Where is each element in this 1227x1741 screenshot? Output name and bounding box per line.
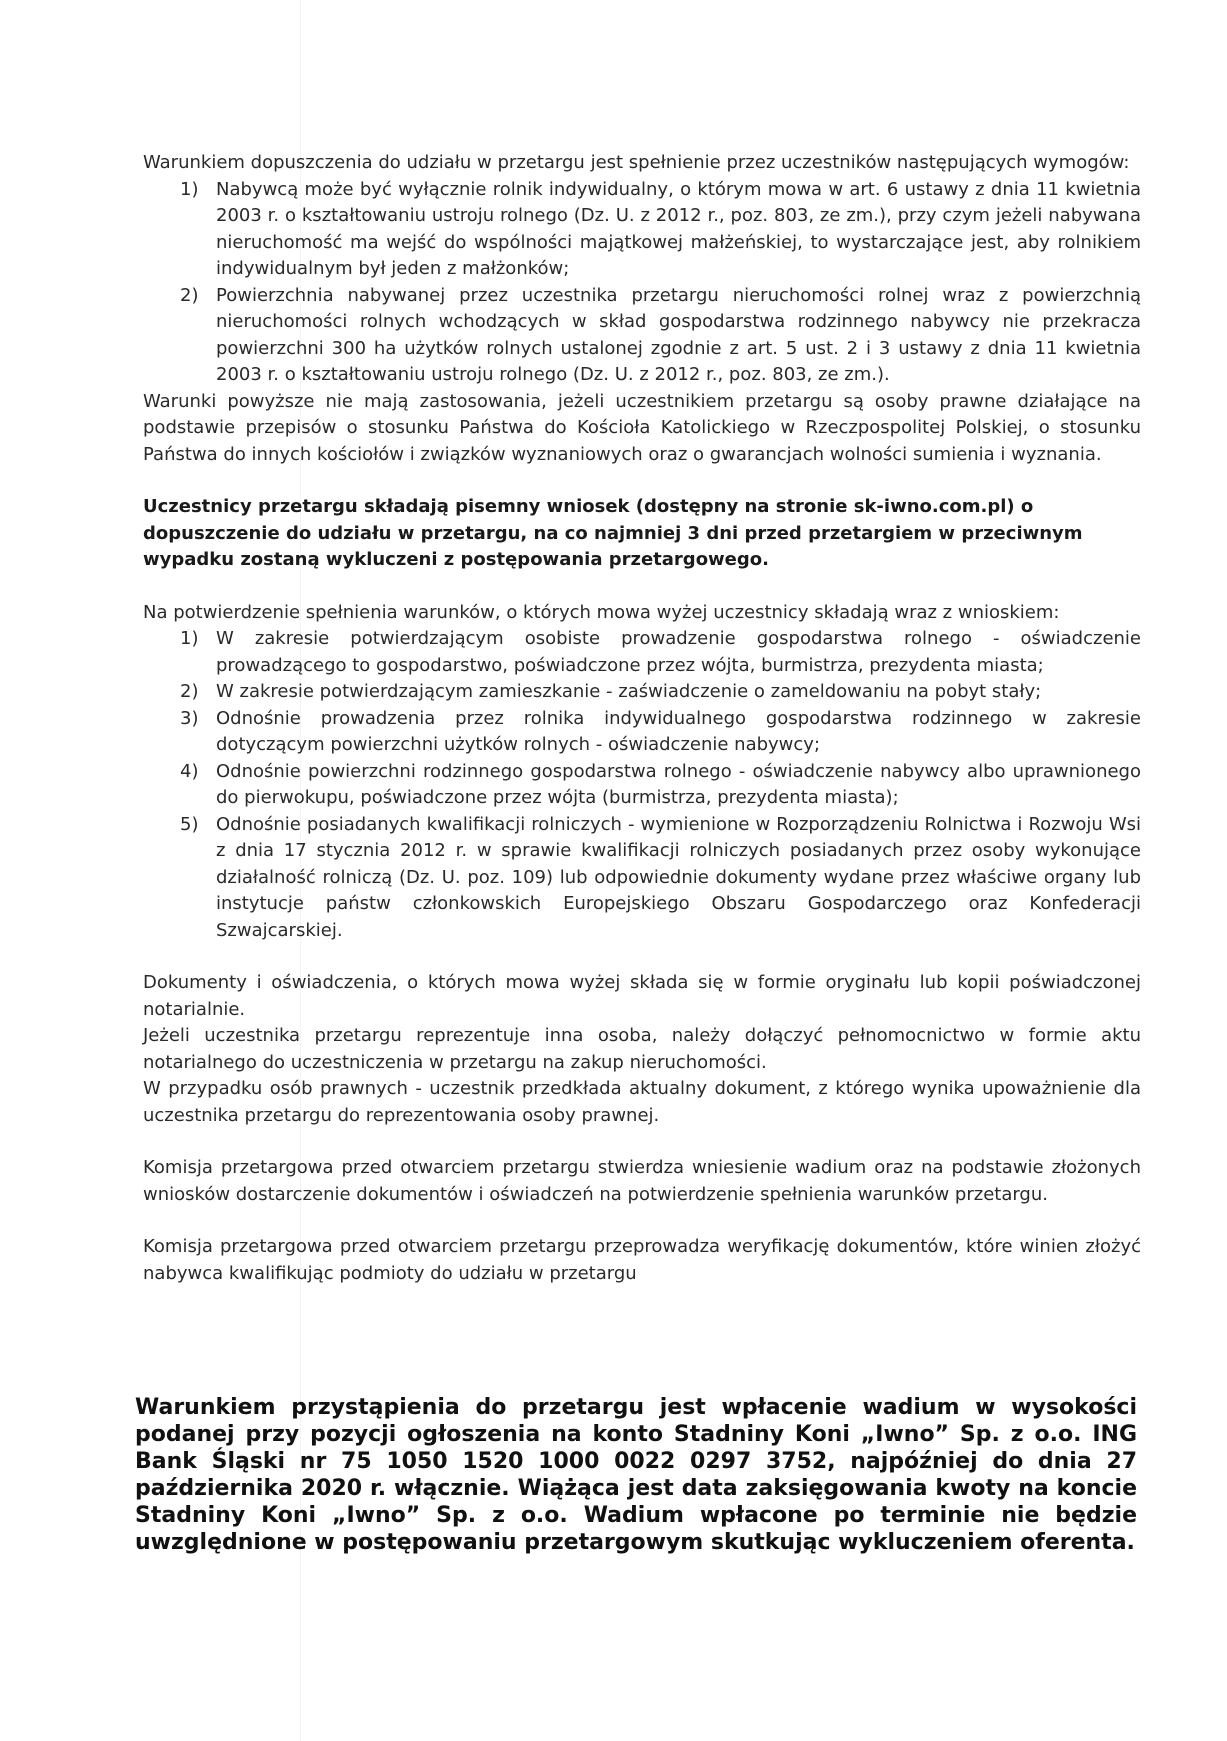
- commission-paragraph-1: Komisja przetargowa przed otwarciem przetargu stwierdza wniesienie wadium oraz na podstawie złożonych wniosków dostarczenie dokumentów i oświadczeń na potwierdzenie spełnienia warunków przetargu.: [143, 1157, 1141, 1205]
- application-notice: Uczestnicy przetargu składają pisemny wniosek (dostępny na stronie sk-iwno.com.pl) o dopuszczenie do udziału w przetargu, na co najmniej 3 dni przed przetargiem w przeciwnym wypadku zostaną wykluczeni z postępowania przetargowego.: [143, 496, 1083, 570]
- list-number: 4): [180, 760, 199, 782]
- list-item-text: W zakresie potwierdzającym zamieszkanie - zaświadczenie o zameldowaniu na pobyt stały;: [216, 681, 1042, 702]
- commission-paragraph-2: Komisja przetargowa przed otwarciem przetargu przeprowadza weryfikację dokumentów, które winien złożyć nabywca kwalifikując podmioty do udziału w przetargu: [143, 1236, 1141, 1284]
- document-item: [143, 679, 1141, 706]
- list-number: 2): [180, 681, 199, 702]
- list-number: 2): [180, 284, 199, 306]
- legal-persons-paragraph: W przypadku osób prawnych - uczestnik przedkłada aktualny dokument, z którego wynika upoważnienie dla uczestnika przetargu do reprezentowania osoby prawnej.: [143, 1078, 1141, 1126]
- document-item: [143, 706, 1141, 759]
- documents-intro: Na potwierdzenie spełnienia warunków, o których mowa wyżej uczestnicy składają wraz z wnioskiem:: [143, 601, 1060, 623]
- documents-form-paragraph: Dokumenty i oświadczenia, o których mowa wyżej składa się w formie oryginału lub kopii poświadczonej notarialnie.: [143, 972, 1141, 1020]
- requirement-item: [143, 283, 1141, 389]
- list-number: 1): [180, 628, 199, 649]
- list-number: 3): [180, 707, 199, 729]
- document-item: [143, 812, 1141, 945]
- representation-paragraph: Jeżeli uczestnika przetargu reprezentuje inna osoba, należy dołączyć pełnomocnictwo w formie aktu notarialnego do uczestniczenia w przetargu na zakup nieruchomości.: [143, 1025, 1141, 1073]
- list-item-text: Odnośnie powierzchni rodzinnego gospodarstwa rolnego - oświadczenie nabywcy albo uprawnionego do pierwokupu, poświadczone przez wójta (burmistrza, prezydenta miasta);: [216, 760, 1141, 808]
- document-item: [143, 626, 1141, 679]
- list-number: 1): [180, 178, 199, 200]
- documents-list: [143, 626, 1141, 944]
- requirement-item: [143, 177, 1141, 283]
- exception-paragraph: Warunki powyższe nie mają zastosowania, jeżeli uczestnikiem przetargu są osoby prawne działające na podstawie przepisów o stosunku Państwa do Kościoła Katolickiego w Rzeczpospolitej Polskiej, o stosunku Państwa do innych kościołów i związków wyznaniowych oraz o gwarancjach wolności sumienia i wyznania.: [143, 390, 1141, 465]
- intro-paragraph: Warunkiem dopuszczenia do udziału w przetargu jest spełnienie przez uczestników następujących wymogów:: [143, 152, 1130, 173]
- list-item-text: Odnośnie prowadzenia przez rolnika indywidualnego gospodarstwa rodzinnego w zakresie dotyczącym powierzchni użytków rolnych - oświadczenie nabywcy;: [216, 707, 1141, 755]
- requirements-list: [143, 177, 1141, 389]
- list-item-text: Powierzchnia nabywanej przez uczestnika przetargu nieruchomości rolnej wraz z powierzchnią nieruchomości rolnych wchodzących w skład gospodarstwa rodzinnego nabywcy nie przekracza powierzchni 300 ha użytków rolnych ustalonej zgodnie z art. 5 ust. 2 i 3 ustawy z dnia 11 kwietnia 2003 r. o kształtowaniu ustroju rolnego (Dz. U. z 2012 r., poz. 803, ze zm.).: [216, 284, 1141, 385]
- list-item-text: W zakresie potwierdzającym osobiste prowadzenie gospodarstwa rolnego - oświadczenie prowadzącego to gospodarstwo, poświadczone przez wójta, burmistrza, prezydenta miasta;: [216, 628, 1141, 676]
- list-item-text: Odnośnie posiadanych kwalifikacji rolniczych - wymienione w Rozporządzeniu Rolnictwa i Rozwoju Wsi z dnia 17 stycznia 2012 r. w sprawie kwalifikacji rolniczych posiadanych przez osoby wykonujące działalność rolniczą (Dz. U. poz. 109) lub odpowiednie dokumenty wydane przez właściwe organy lub instytucje państw członkowskich Europejskiego Obszaru Gospodarczego oraz Konfederacji Szwajcarskiej.: [216, 813, 1141, 941]
- list-item-text: Nabywcą może być wyłącznie rolnik indywidualny, o którym mowa w art. 6 ustawy z dnia 11 kwietnia 2003 r. o kształtowaniu ustroju rolnego (Dz. U. z 2012 r., poz. 803, ze zm.), przy czym jeżeli nabywana nieruchomość ma wejść do wspólności majątkowej małżeńskiej, to wystarczające jest, aby rolnikiem indywidualnym był jeden z małżonków;: [216, 178, 1141, 279]
- deposit-notice: Warunkiem przystąpienia do przetargu jest wpłacenie wadium w wysokości podanej przy pozycji ogłoszenia na konto Stadniny Koni „Iwno” Sp. z o.o. ING Bank Śląski nr 75 1050 1520 1000 0022 0297 3752, najpóźniej do dnia 27 października 2020 r. włącznie. Wiążąca jest data zaksięgowania kwoty na koncie Stadniny Koni „Iwno” Sp. z o.o. Wadium wpłacone po terminie nie będzie uwzględnione w postępowaniu przetargowym skutkując wykluczeniem oferenta.: [135, 1395, 1137, 1555]
- document-item: [143, 759, 1141, 812]
- list-number: 5): [180, 813, 199, 835]
- document-body: [143, 150, 1141, 1287]
